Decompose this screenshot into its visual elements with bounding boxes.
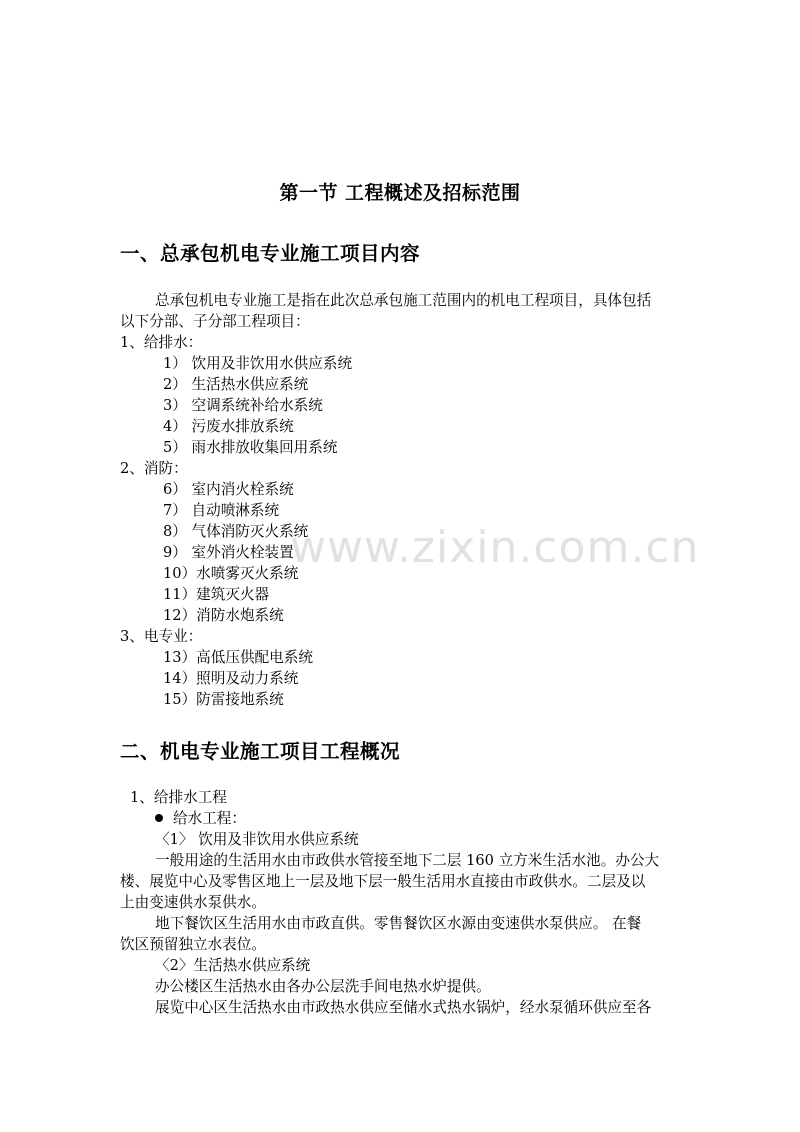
section-title: 第一节 工程概述及招标范围 — [279, 182, 521, 204]
intro-line-2: 以下分部、子分部工程项目： — [120, 313, 310, 330]
bullet-water-supply — [155, 808, 246, 829]
list-item: 7） 自动喷淋系统 — [163, 502, 280, 519]
group-label-water: 1、给排水： — [120, 334, 203, 351]
group-label-electrical: 3、电专业： — [120, 628, 203, 645]
list-item: 13）高低压供配电系统 — [163, 649, 313, 666]
list-item: 4） 污废水排放系统 — [163, 418, 294, 435]
item-drinking-water: 〈1〉 饮用及非饮用水供应系统 — [155, 831, 359, 848]
para-line: 地下餐饮区生活用水由市政直供。零售餐饮区水源由变速供水泵供应。 在餐 — [155, 915, 642, 932]
list-item: 1） 饮用及非饮用水供应系统 — [163, 355, 353, 372]
list-item: 5） 雨水排放收集回用系统 — [163, 439, 338, 456]
intro-line-1: 总承包机电专业施工是指在此次总承包施工范围内的机电工程项目，具体包括 — [155, 292, 652, 309]
list-item: 12）消防水炮系统 — [163, 607, 284, 624]
subheading-water-works: 1、给排水工程 — [130, 789, 227, 806]
para-line: 办公楼区生活热水由各办公层洗手间电热水炉提供。 — [155, 978, 491, 995]
list-item: 15）防雷接地系统 — [163, 691, 284, 708]
list-item: 9） 室外消火栓装置 — [163, 544, 294, 561]
para-line: 上由变速供水泵供水。 — [120, 894, 266, 911]
bullet-text: 给水工程： — [173, 810, 246, 827]
para-line: 展览中心区生活热水由市政热水供应至储水式热水锅炉，经水泵循环供应至各 — [155, 999, 652, 1016]
list-item: 2） 生活热水供应系统 — [163, 376, 309, 393]
list-item: 14）照明及动力系统 — [163, 670, 299, 687]
list-item: 11）建筑灭火器 — [163, 586, 270, 603]
para-line: 饮区预留独立水表位。 — [120, 936, 266, 953]
item-hot-water: 〈2〉生活热水供应系统 — [155, 957, 311, 974]
heading-project-content: 一、总承包机电专业施工项目内容 — [120, 242, 421, 265]
group-label-fire: 2、消防： — [120, 460, 188, 477]
list-item: 10）水喷雾灭火系统 — [163, 565, 299, 582]
list-item: 6） 室内消火栓系统 — [163, 481, 294, 498]
heading-project-overview: 二、机电专业施工项目工程概况 — [120, 740, 401, 763]
list-item: 8） 气体消防灭火系统 — [163, 523, 309, 540]
list-item: 3） 空调系统补给水系统 — [163, 397, 323, 414]
para-line: 楼、展览中心及零售区地上一层及地下层一般生活用水直接由市政供水。二层及以 — [120, 873, 646, 890]
watermark: www.zixin.com.cn — [290, 522, 700, 573]
bullet-dot-icon — [155, 814, 163, 822]
para-line: 一般用途的生活用水由市政供水管接至地下二层 160 立方米生活水池。办公大 — [155, 852, 660, 869]
